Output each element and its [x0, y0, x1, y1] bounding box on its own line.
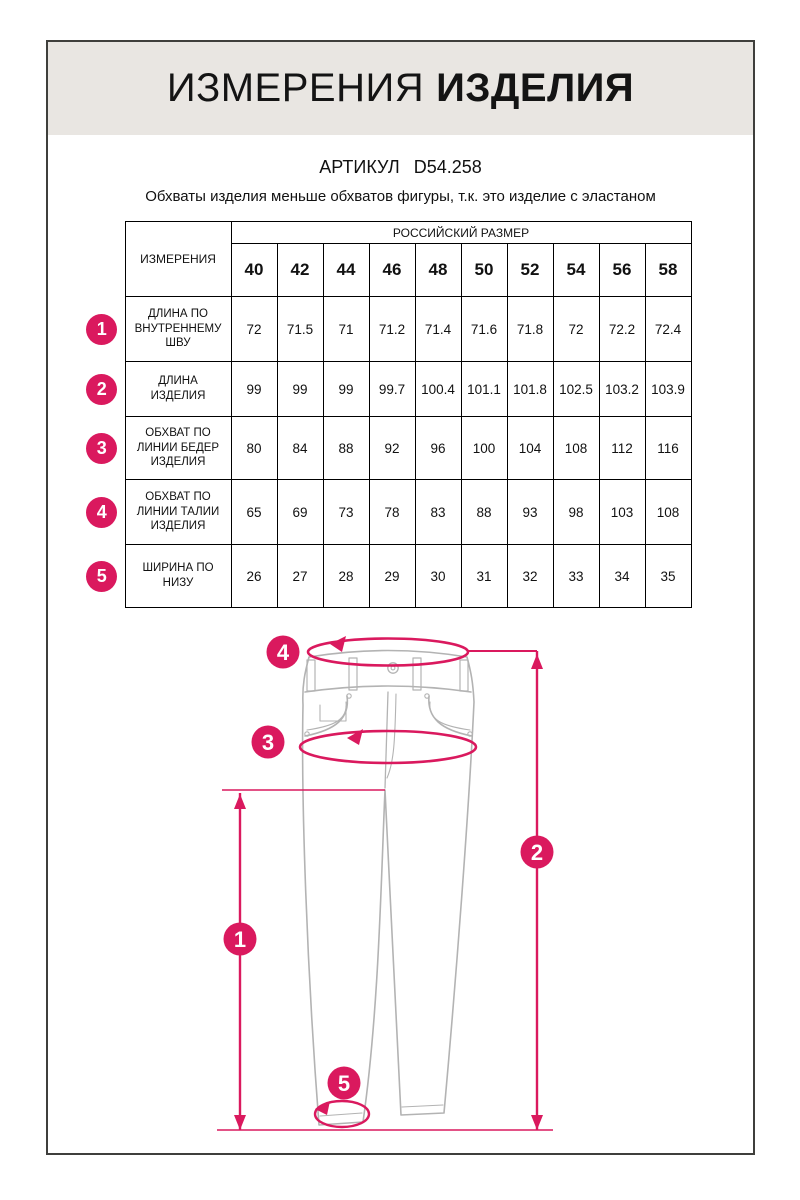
size-header: 56	[599, 244, 645, 297]
cell-value: 84	[277, 417, 323, 480]
cell-value: 108	[645, 480, 691, 545]
article-value: D54.258	[413, 157, 482, 177]
cell-value: 103.2	[599, 362, 645, 417]
cell-value: 71.8	[507, 297, 553, 362]
cell-value: 26	[231, 545, 277, 608]
fly-stitch	[387, 694, 396, 778]
cell-value: 99.7	[369, 362, 415, 417]
size-header: 50	[461, 244, 507, 297]
diagram-badge-2	[521, 836, 554, 869]
cell-value: 71.5	[277, 297, 323, 362]
size-header: 58	[645, 244, 691, 297]
left-pocket-curve	[305, 696, 347, 736]
table-row	[79, 297, 691, 362]
cell-value: 99	[277, 362, 323, 417]
pants-drawing	[303, 651, 474, 1126]
pants-outline	[303, 651, 474, 1126]
cell-value: 100.4	[415, 362, 461, 417]
cell-value: 116	[645, 417, 691, 480]
cell-value: 96	[415, 417, 461, 480]
cell-value: 88	[323, 417, 369, 480]
cell-value: 99	[231, 362, 277, 417]
page-frame	[46, 40, 755, 1155]
cell-value: 34	[599, 545, 645, 608]
cell-value: 83	[415, 480, 461, 545]
cell-value: 80	[231, 417, 277, 480]
cell-value: 78	[369, 480, 415, 545]
size-header: 46	[369, 244, 415, 297]
right-pocket-stitch	[430, 702, 470, 730]
svg-text:1: 1	[233, 927, 247, 952]
gutter-cell	[79, 545, 125, 608]
size-header: 44	[323, 244, 369, 297]
cell-value: 31	[461, 545, 507, 608]
title-band	[48, 42, 753, 135]
row-label: ОБХВАТ ПО ЛИНИИ БЕДЕР ИЗДЕЛИЯ	[125, 417, 231, 480]
row-number-badge: 5	[86, 561, 117, 592]
cell-value: 65	[231, 480, 277, 545]
waistband-line	[305, 686, 471, 692]
cell-value: 33	[553, 545, 599, 608]
size-group-header: РОССИЙСКИЙ РАЗМЕР	[231, 222, 691, 244]
cell-value: 112	[599, 417, 645, 480]
cell-value: 30	[415, 545, 461, 608]
diagram-badge-3	[252, 726, 285, 759]
table-row	[79, 362, 691, 417]
cell-value: 103	[599, 480, 645, 545]
cell-value: 71	[323, 297, 369, 362]
pants-measurement-diagram	[48, 610, 753, 1150]
left-pocket-stitch	[307, 702, 346, 730]
size-header: 48	[415, 244, 461, 297]
gutter-cell	[79, 222, 125, 244]
cell-value: 71.4	[415, 297, 461, 362]
cell-value: 100	[461, 417, 507, 480]
cell-value: 71.2	[369, 297, 415, 362]
cell-value: 72.4	[645, 297, 691, 362]
row-number-badge: 4	[86, 497, 117, 528]
svg-text:3: 3	[261, 730, 275, 755]
cell-value: 99	[323, 362, 369, 417]
cell-value: 93	[507, 480, 553, 545]
cell-value: 101.8	[507, 362, 553, 417]
gutter-cell	[79, 297, 125, 362]
cell-value: 27	[277, 545, 323, 608]
page-title-bold: ИЗДЕЛИЯ	[436, 66, 635, 110]
row-label: ДЛИНА ИЗДЕЛИЯ	[125, 362, 231, 417]
fly-line	[385, 692, 388, 788]
svg-text:5: 5	[337, 1071, 351, 1096]
svg-text:2: 2	[530, 840, 544, 865]
row-label: ДЛИНА ПО ВНУТРЕННЕМУ ШВУ	[125, 297, 231, 362]
length-arrow-down-icon	[531, 1115, 543, 1130]
right-pocket-curve	[429, 696, 472, 736]
waist-ellipse-arrowhead-icon	[330, 636, 346, 652]
length-arrow-up-icon	[531, 654, 543, 669]
cell-value: 35	[645, 545, 691, 608]
size-header: 42	[277, 244, 323, 297]
corner-header: ИЗМЕРЕНИЯ	[125, 222, 231, 297]
article-line	[48, 157, 753, 178]
gutter-cell	[79, 244, 125, 297]
row-number-badge: 1	[86, 314, 117, 345]
inseam-arrow-up-icon	[234, 794, 246, 809]
gutter-cell	[79, 480, 125, 545]
waist-girth-ellipse	[308, 639, 468, 666]
cell-value: 92	[369, 417, 415, 480]
size-header: 40	[231, 244, 277, 297]
cell-value: 102.5	[553, 362, 599, 417]
table-row	[79, 417, 691, 480]
table-row	[79, 480, 691, 545]
size-header: 54	[553, 244, 599, 297]
cell-value: 73	[323, 480, 369, 545]
cell-value: 104	[507, 417, 553, 480]
svg-text:4: 4	[276, 640, 290, 665]
row-number-badge: 2	[86, 374, 117, 405]
cell-value: 28	[323, 545, 369, 608]
measure-table	[79, 221, 692, 608]
cell-value: 32	[507, 545, 553, 608]
gutter-cell	[79, 362, 125, 417]
cell-value: 71.6	[461, 297, 507, 362]
table-row	[79, 545, 691, 608]
row-label: ОБХВАТ ПО ЛИНИИ ТАЛИИ ИЗДЕЛИЯ	[125, 480, 231, 545]
cell-value: 72	[553, 297, 599, 362]
measurement-overlay	[217, 636, 553, 1130]
row-label: ШИРИНА ПО НИЗУ	[125, 545, 231, 608]
diagram-badge-4	[267, 636, 300, 669]
hip-girth-ellipse	[300, 731, 476, 763]
cell-value: 101.1	[461, 362, 507, 417]
size-header: 52	[507, 244, 553, 297]
cell-value: 29	[369, 545, 415, 608]
gutter-cell	[79, 417, 125, 480]
elastane-note: Обхваты изделия меньше обхватов фигуры, т.к. это изделие с эластаном	[145, 188, 656, 205]
page-title-regular: ИЗМЕРЕНИЯ	[166, 66, 425, 110]
cell-value: 72.2	[599, 297, 645, 362]
cell-value: 72	[231, 297, 277, 362]
cell-value: 103.9	[645, 362, 691, 417]
diagram-badge-5	[328, 1067, 361, 1100]
article-label: АРТИКУЛ	[319, 157, 400, 177]
cell-value: 69	[277, 480, 323, 545]
cell-value: 88	[461, 480, 507, 545]
diagram-badge-1	[224, 923, 257, 956]
right-hem-stitch	[402, 1105, 443, 1107]
cell-value: 98	[553, 480, 599, 545]
cell-value: 108	[553, 417, 599, 480]
inseam-arrow-down-icon	[234, 1115, 246, 1130]
row-number-badge: 3	[86, 433, 117, 464]
table-header-row	[79, 222, 691, 244]
